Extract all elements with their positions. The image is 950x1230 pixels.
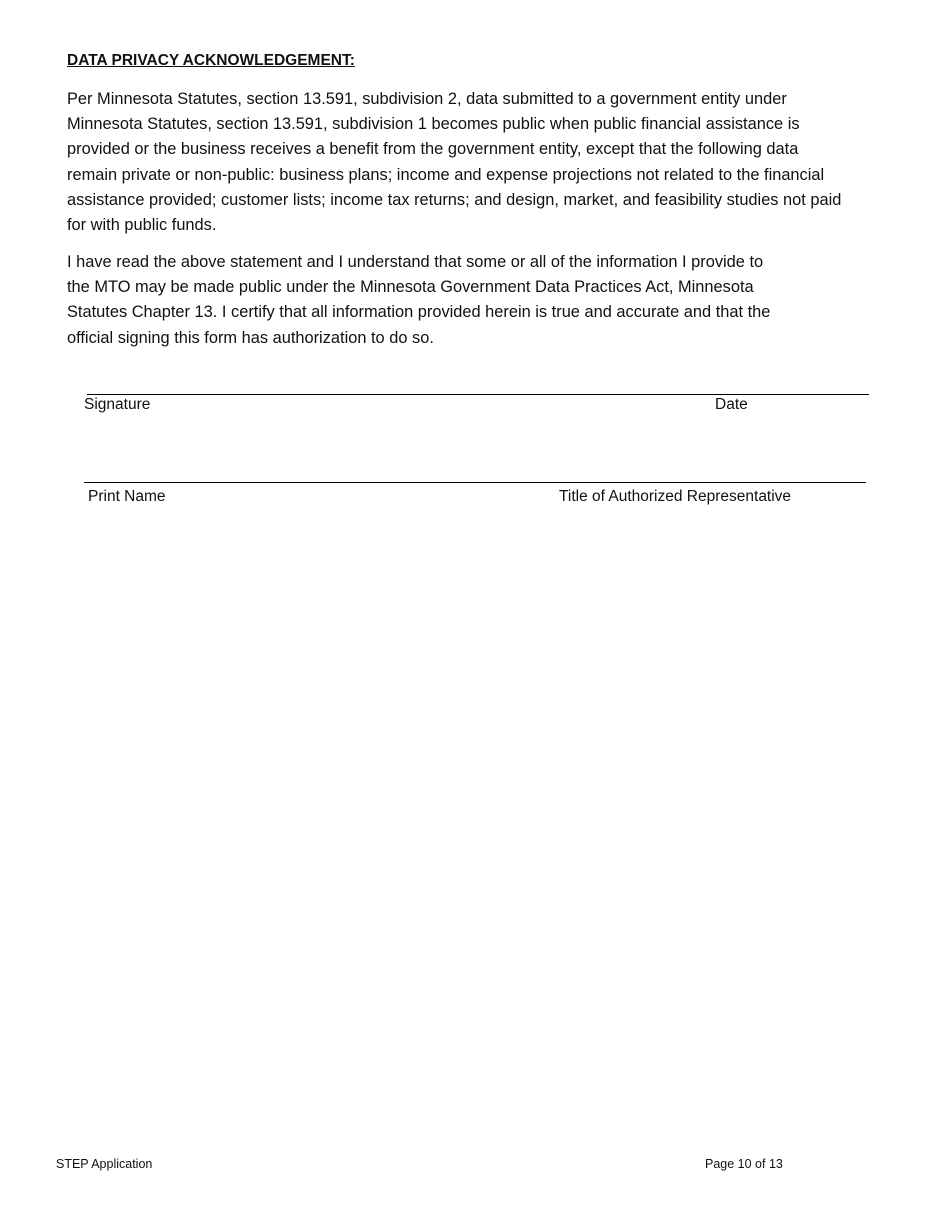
footer-page-number: Page 10 of 13 [705,1157,783,1171]
paragraph-line: the MTO may be made public under the Minnesota Government Data Practices Act, Minnesota [67,278,754,297]
paragraph-line: for with public funds. [67,216,217,235]
signature-line[interactable] [87,394,869,395]
print-name-line[interactable] [84,482,866,483]
footer-document-name: STEP Application [56,1157,153,1171]
paragraph-line: Statutes Chapter 13. I certify that all information provided herein is true and accurate and that the [67,303,771,322]
privacy-statement-paragraph [67,87,841,238]
print-name-label: Print Name [88,488,166,505]
certification-paragraph [67,250,770,351]
signature-label: Signature [84,396,151,413]
paragraph-line: Minnesota Statutes, section 13.591, subdivision 1 becomes public when public financial assistance is [67,115,800,134]
paragraph-line: official signing this form has authorization to do so. [67,328,434,347]
date-label: Date [715,396,748,413]
title-label: Title of Authorized Representative [559,488,792,505]
paragraph-line: provided or the business receives a benefit from the government entity, except that the following data [67,140,799,159]
paragraph-line: I have read the above statement and I understand that some or all of the information I provide to [67,253,764,271]
paragraph-line: Per Minnesota Statutes, section 13.591, subdivision 2, data submitted to a government entity under [67,90,787,108]
section-heading: DATA PRIVACY ACKNOWLEDGEMENT: [67,52,355,69]
paragraph-line: assistance provided; customer lists; income tax returns; and design, market, and feasibility studies not paid [67,190,842,209]
paragraph-line: remain private or non-public: business plans; income and expense projections not related to the financial [67,165,825,184]
